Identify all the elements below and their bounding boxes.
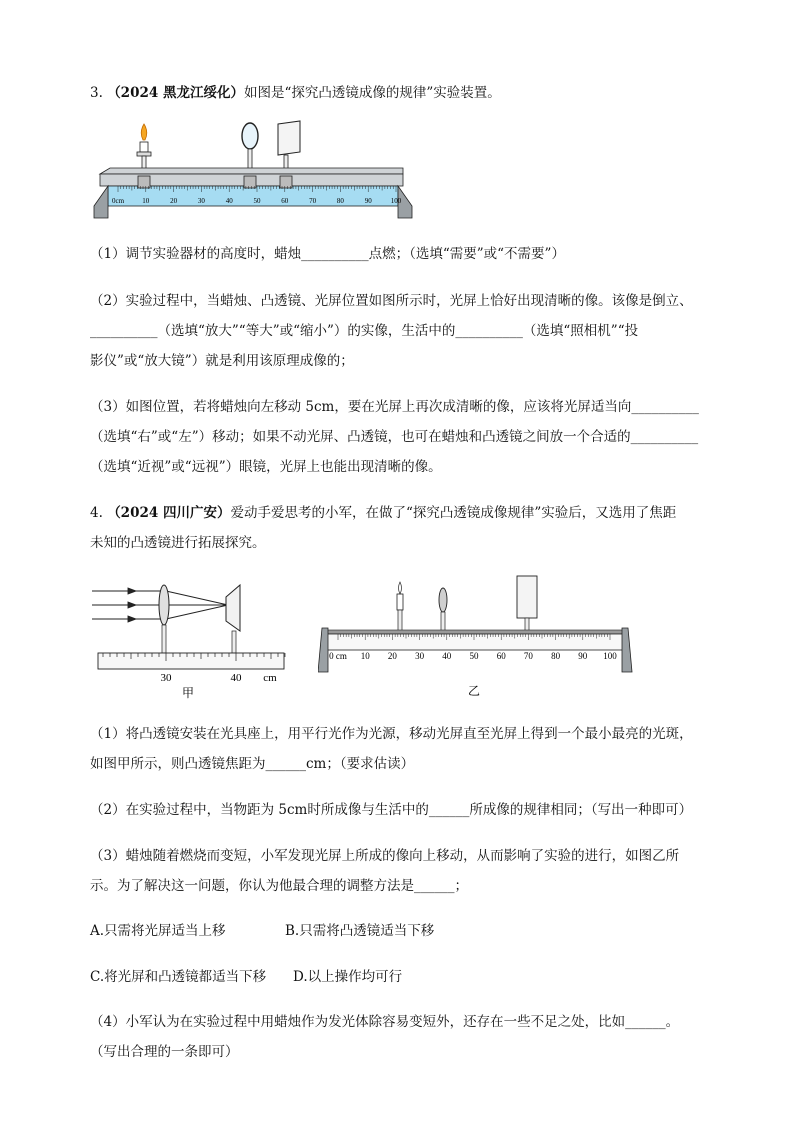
q4-number: 4. [90,505,103,521]
q4-option-a: A.只需将光屏适当上移 [90,923,226,939]
bench-tick-9: 90 [364,197,372,205]
q4-part1-line1: （1）将凸透镜安装在光具座上，用平行光作为光源，移动光屏直至光屏上得到一个最小最亮的光斑， [90,726,693,742]
q4-figure-yi [318,572,633,700]
yi-tick-3: 30 [415,651,425,661]
q4-part1-line2: 如图甲所示，则凸透镜焦距为______cm；（要求估读） [90,756,415,772]
jia-tick-40: 40 [230,672,242,684]
bench-tick-4: 40 [225,197,233,205]
q3-heading [90,84,501,102]
jia-tick-unit: cm [263,672,277,684]
q4-source: （2024 四川广安） [107,505,231,521]
q3-part3-line2: （选填“右”或“左”）移动；如果不动光屏、凸透镜，也可在蜡烛和凸透镜之间放一个合适的__________ [90,429,699,445]
q4-part4-line1: （4）小军认为在实验过程中用蜡烛作为发光体除容易变短外，还存在一些不足之处，比如______。 [90,1014,680,1030]
q4-option-c: C.将光屏和凸透镜都适当下移 [90,969,267,985]
q4-part3-line1: （3）蜡烛随着燃烧而变短，小军发现光屏上所成的像向上移动，从而影响了实验的进行，如图乙所 [90,848,680,864]
bench-tick-0: 0cm [111,197,125,205]
q4-heading-line1 [90,504,676,522]
q3-intro: 如图是“探究凸透镜成像的规律”实验装置。 [243,85,501,101]
convex-lens-icon [439,588,447,612]
jia-tick-30: 30 [160,672,172,684]
fig-jia-label: 甲 [181,686,195,700]
yi-tick-9: 90 [578,651,588,661]
q4-option-b: B.只需将凸透镜适当下移 [285,923,435,939]
bench-tick-3: 30 [197,197,205,205]
light-screen-icon [517,576,537,618]
bench-tick-8: 80 [336,197,344,205]
bench-tick-2: 20 [170,197,178,205]
light-screen-icon [226,585,240,631]
yi-tick-0: 0 cm [329,651,347,661]
q3-part2-line1: （2）实验过程中，当蜡烛、凸透镜、光屏位置如图所示时，光屏上恰好出现清晰的像。该像是倒立、 [90,293,693,309]
yi-scale-labels [329,651,617,661]
yi-tick-5: 50 [469,651,479,661]
q4-intro-a: 爱动手爱思考的小军，在做了“探究凸透镜成像规律”实验后，又选用了焦距 [230,505,677,521]
yi-tick-10: 100 [603,651,617,661]
yi-tick-1: 10 [360,651,370,661]
yi-tick-8: 80 [551,651,561,661]
q3-part1: （1）调节实验器材的高度时，蜡烛__________点燃；（选填“需要”或“不需要”） [90,246,565,262]
q3-optical-bench-figure [88,118,413,226]
yi-tick-4: 40 [442,651,452,661]
q3-part2-line3: 影仪”或“放大镜”）就是利用该原理成像的； [90,353,354,369]
yi-tick-7: 70 [523,651,533,661]
q4-figure-jia [88,575,288,700]
q4-part4-line2: （写出合理的一条即可） [90,1044,239,1060]
q3-source: （2024 黑龙江绥化） [107,85,244,101]
bench-tick-6: 60 [281,197,289,205]
q4-part3-line2: 示。为了解决这一问题，你认为他最合理的调整方法是______； [90,878,468,894]
q4-heading-line2: 未知的凸透镜进行拓展探究。 [90,535,266,551]
yi-tick-2: 20 [387,651,397,661]
q4-part2: （2）在实验过程中，当物距为 5cm时所成像与生活中的______所成像的规律相同；（写出一种即可） [90,802,693,818]
q3-part2-line2: __________（选填“放大”“等大”或“缩小”）的实像，生活中的__________（选填“照相机”“投 [90,323,639,339]
q3-part3-line3: （选填“近视”或“远视”）眼镜，光屏上也能出现清晰的像。 [90,459,442,475]
q3-part3-line1: （3）如图位置，若将蜡烛向左移动 5cm，要在光屏上再次成清晰的像，应该将光屏适当向__________ [90,399,699,415]
q4-option-d: D.以上操作均可行 [293,969,403,985]
bench-tick-7: 70 [309,197,317,205]
bench-tick-1: 10 [142,197,150,205]
bench-tick-5: 50 [253,197,261,205]
yi-tick-6: 60 [496,651,506,661]
q3-number: 3. [90,85,103,101]
fig-yi-label: 乙 [467,684,481,698]
candle-icon [397,582,403,632]
bench-tick-10: 100 [390,197,402,205]
convex-lens-icon [159,585,169,625]
